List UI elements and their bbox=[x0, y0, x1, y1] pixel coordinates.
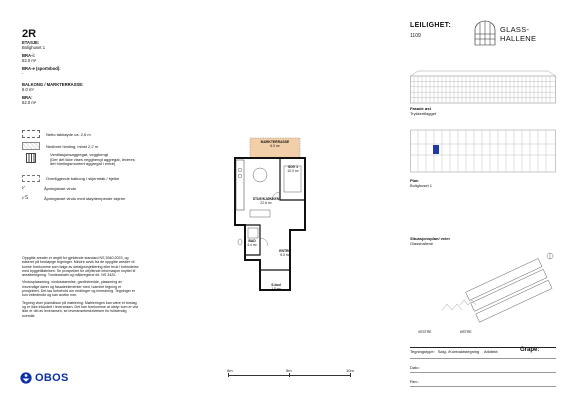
situation-plan bbox=[440, 250, 555, 340]
spec-item bbox=[22, 53, 83, 63]
apartment-number: 1109 bbox=[410, 33, 421, 39]
spec-list bbox=[22, 40, 83, 108]
terrace-hatch-icon bbox=[22, 175, 40, 182]
obos-logo-text: OBOS bbox=[35, 372, 69, 384]
room-name: STUE/KJØKKEN bbox=[252, 197, 280, 201]
room-name: MARKTERRASSE bbox=[260, 140, 290, 144]
situation-sublabel: Glasshallene bbox=[410, 241, 434, 246]
legend-item bbox=[22, 183, 182, 193]
room-area: 5.0 m² bbox=[280, 253, 290, 257]
room-area: 4.4 m² bbox=[247, 243, 257, 247]
room-area: 6.0 m² bbox=[270, 144, 280, 148]
footer-divider bbox=[410, 358, 556, 359]
spec-value: 52.0 m² bbox=[22, 58, 37, 63]
room-label-living bbox=[244, 197, 288, 205]
legend-item bbox=[22, 193, 182, 203]
window-sound-icon: ⩗S bbox=[22, 195, 29, 201]
footer-label: Tegningstype: bbox=[410, 349, 435, 354]
plan-label: Plan bbox=[410, 178, 419, 183]
room-name: ENTRÉ bbox=[279, 249, 291, 253]
legend-item bbox=[22, 153, 182, 173]
situation-label: Situasjonsplan/ veier bbox=[410, 236, 451, 241]
legend-text: Åpningsbart vindu med støydempende skjerm bbox=[44, 195, 126, 201]
kitchen-counter bbox=[236, 160, 244, 210]
room-name: BAD bbox=[248, 239, 256, 243]
dashed-line-icon bbox=[22, 130, 40, 138]
footer-label: Dato: bbox=[410, 365, 420, 370]
legend-text: Nedforet himling, minst 2,2 m bbox=[46, 143, 99, 149]
spec-label: BRA-i: bbox=[22, 53, 36, 58]
scale-mark: 5m bbox=[286, 368, 292, 373]
spec-value: - bbox=[22, 71, 24, 76]
disclaimer-paragraph: Vindusplassering, vindusstørrelse, gardinbredde, plassering av innvendige dører og fasadeelementer med i samme tegning er prosjektert. Det tas forbehold om endringer og innredning. Tegninger er kun veiledende og kan avvike noe. bbox=[22, 280, 136, 298]
footer-field bbox=[410, 349, 479, 354]
footer-divider bbox=[410, 386, 556, 387]
glasshallene-logo-icon bbox=[474, 20, 496, 46]
obos-mark-icon bbox=[20, 372, 32, 384]
room-name: S.bod bbox=[271, 283, 281, 287]
plan-key-drawing bbox=[410, 128, 556, 174]
scale-tick bbox=[350, 373, 351, 377]
brand-line: GLASS- bbox=[500, 25, 530, 34]
hatch-icon bbox=[22, 142, 40, 150]
scale-tick bbox=[289, 373, 290, 377]
footer-value: Salg- /Kontraktstegning bbox=[437, 349, 480, 354]
spec-label: ETASJE: bbox=[22, 40, 40, 45]
legend-item bbox=[22, 128, 182, 140]
street-label: ØSTRE bbox=[460, 330, 472, 334]
shower-icon bbox=[248, 228, 258, 238]
spec-item bbox=[22, 95, 83, 105]
spec-value: 52.0 m² bbox=[22, 100, 37, 105]
room-label-entry bbox=[274, 249, 296, 257]
scale-mark: 10m bbox=[346, 368, 354, 373]
room-area: 22.6 m² bbox=[260, 201, 272, 205]
facade-sublabel: Trykkeriflagget bbox=[410, 111, 437, 116]
disclaimer-paragraph: Oppgitte arealer er angitt for gjeldende standard NS 3940:2023, og baseret på foreløpige tegninger. Mindre avvik fra de oppgitte arealer vil kunne forekomme som følge av detaljprosjektering eller bruk i forbindelse med byggetillatelsen. Se prospektet for utfyllende informasjon knyttet til arealberegning. Tomtearealet og målereglene iht. NS 3420. bbox=[22, 256, 139, 278]
spec-label: BRA: bbox=[22, 95, 33, 100]
facade-drawing bbox=[410, 70, 556, 104]
spec-label: BALKONG / MARKTERRASSE: bbox=[22, 82, 84, 87]
scale-tick bbox=[228, 373, 229, 377]
ventilation-icon bbox=[26, 153, 36, 163]
spec-label: BRA-e (sportsbod): bbox=[22, 66, 61, 71]
brand-name bbox=[500, 25, 536, 43]
apartment-highlight bbox=[433, 145, 439, 154]
spec-value: Bolighuset 1 bbox=[22, 45, 46, 50]
unit-type-title: 2R bbox=[22, 28, 37, 40]
room-label-storage bbox=[265, 283, 287, 291]
brand-line: HALLENE bbox=[500, 34, 537, 43]
sofa-icon bbox=[250, 210, 270, 217]
spec-item bbox=[22, 66, 83, 76]
room-area: 10.0 m² bbox=[287, 169, 299, 173]
plan-sublabel: Bolighuset 1 bbox=[410, 183, 433, 188]
legend-text: Netto takhøyde ca. 2,6 m bbox=[46, 131, 91, 137]
room-label-bedroom bbox=[282, 165, 304, 173]
disclaimer-paragraph: Tegning viser planskisse på møblering. Møbleringen kan være et forslag og er ikke inkludert i leveransen. Det kan forekomme at utstyr som er vist ikke er del av leveransen, se leveransebeskrivelsen for fullstendig oversikt. bbox=[22, 300, 139, 318]
disclaimer bbox=[22, 256, 140, 318]
scale-mark: 0m bbox=[227, 368, 233, 373]
footer-label: Arkitekt: bbox=[484, 349, 499, 354]
table-icon bbox=[253, 168, 267, 182]
facade-label: Fasade øst bbox=[410, 106, 431, 111]
legend-item bbox=[22, 173, 182, 183]
window-icon: ⩗ bbox=[22, 185, 26, 191]
room-area: 1.5 m² bbox=[271, 287, 281, 291]
legend-text: Åpningsbart vindu bbox=[44, 185, 77, 191]
apartment-title: LEILIGHET: bbox=[410, 22, 452, 29]
spec-item bbox=[22, 82, 83, 92]
footer-divider bbox=[410, 372, 556, 373]
room-label-terrace bbox=[250, 140, 300, 148]
footer-label: Grape: bbox=[520, 347, 540, 353]
scale-bar bbox=[228, 368, 358, 380]
legend bbox=[22, 128, 182, 203]
legend-text: Overliggende balkong / skjermtak / bjelke bbox=[46, 175, 120, 181]
legend-text: Ventilasjonsaggregat, vegghengt (Der det ikke vises vegghengt aggregat, leveres det himlingsmontert aggregat i entré) bbox=[50, 152, 135, 167]
spec-item bbox=[22, 40, 83, 50]
legend-item bbox=[22, 140, 182, 152]
room-name: SOV 1 bbox=[288, 165, 298, 169]
room-label-bath bbox=[241, 239, 263, 247]
street-label: VESTRE bbox=[418, 330, 432, 334]
spec-value: 6.0 m² bbox=[22, 87, 34, 92]
obos-logo bbox=[20, 372, 69, 384]
footer-label: Rev.: bbox=[410, 379, 420, 384]
